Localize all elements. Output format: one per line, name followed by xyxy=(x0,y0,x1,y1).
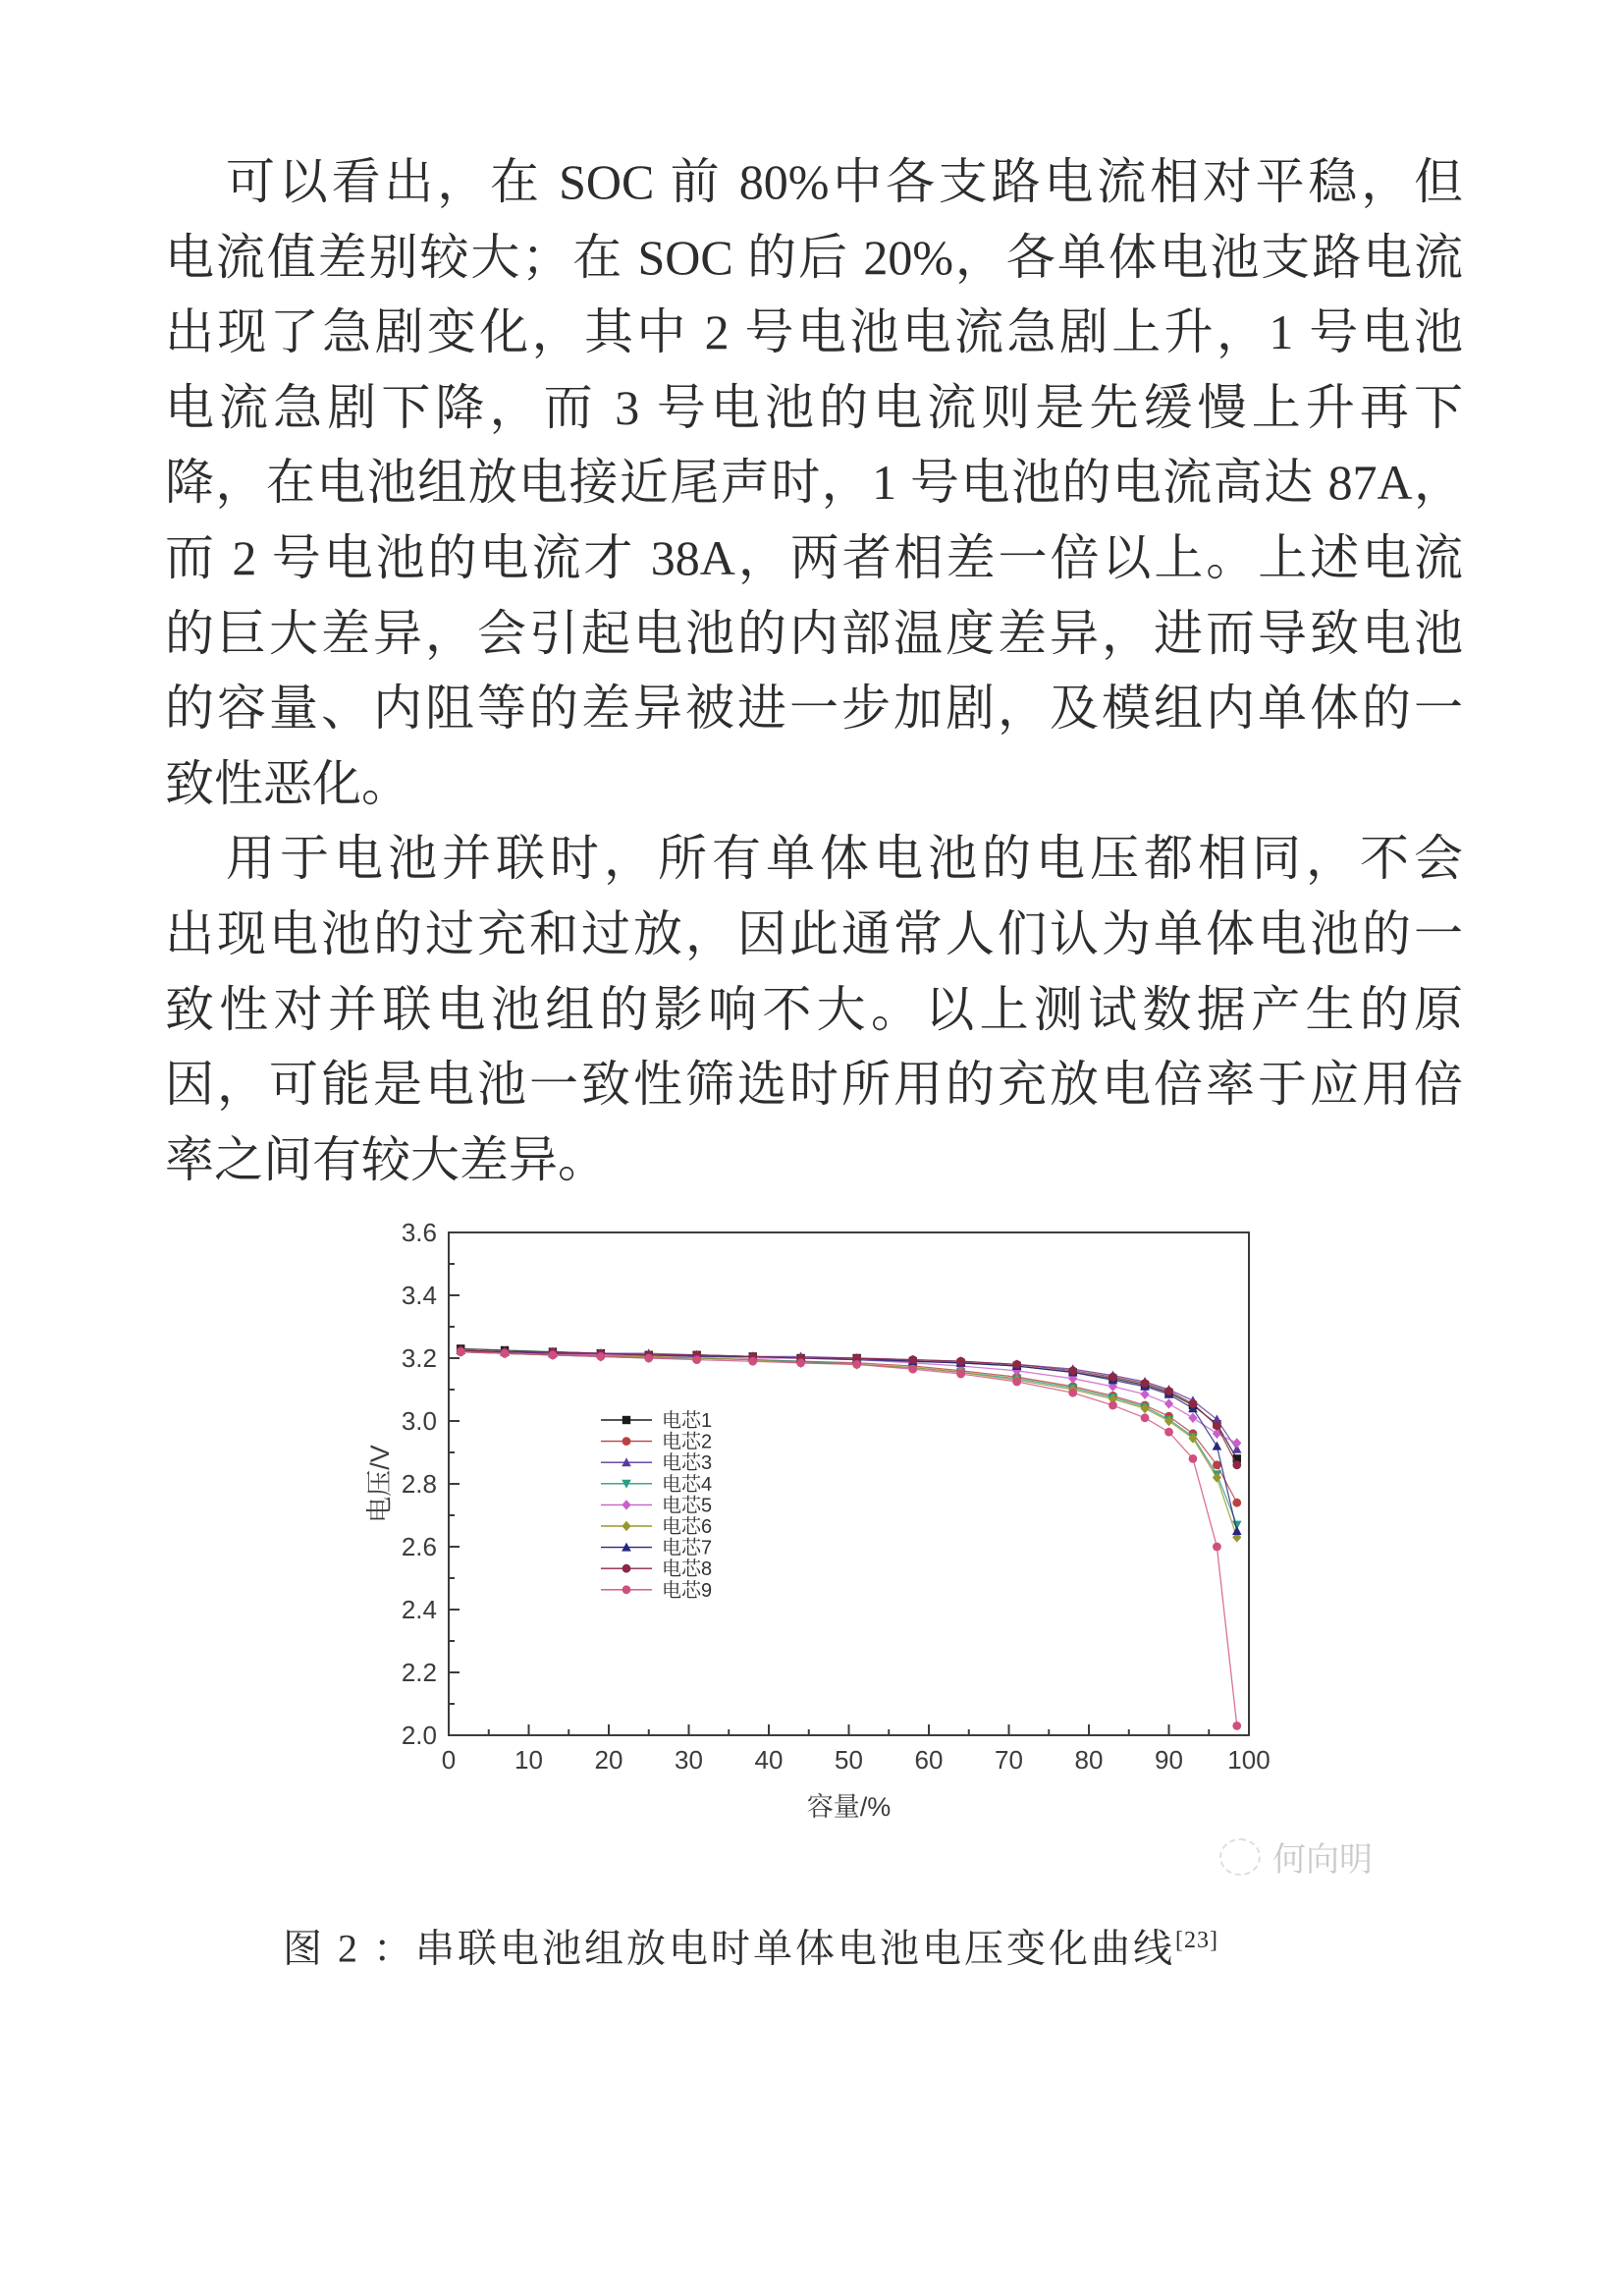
text-line: 可以看出，在 SOC 前 80%中各支路电流相对平稳，但 xyxy=(226,154,1463,209)
text-line: 降，在电池组放电接近尾声时，1 号电池的电流高达 87A， xyxy=(165,455,1463,511)
chart-series xyxy=(456,1344,1241,1730)
figure-caption-text: 图 2 ：串联电池组放电时单体电池电压变化曲线 xyxy=(283,1926,1175,1971)
svg-text:2.0: 2.0 xyxy=(401,1721,437,1750)
svg-text:10: 10 xyxy=(514,1745,543,1775)
legend-label: 电芯1 xyxy=(662,1410,713,1432)
text-line: 率之间有较大差异。 xyxy=(165,1131,607,1187)
text-line: 的容量、内阻等的差异被进一步加剧，及模组内单体的一 xyxy=(165,681,1463,737)
legend-label: 电芯9 xyxy=(662,1579,713,1602)
text-line: 致性恶化。 xyxy=(165,755,410,811)
text-line: 因，可能是电池一致性筛选时所用的充放电倍率于应用倍 xyxy=(165,1057,1463,1113)
voltage-chart xyxy=(365,1218,1327,1886)
chart-legend xyxy=(601,1409,712,1602)
svg-text:3.6: 3.6 xyxy=(401,1218,437,1247)
legend-label: 电芯8 xyxy=(662,1558,713,1581)
svg-text:2.4: 2.4 xyxy=(401,1595,437,1624)
svg-text:3.2: 3.2 xyxy=(401,1343,437,1373)
text-line: 出现了急剧变化，其中 2 号电池电流急剧上升，1 号电池 xyxy=(165,304,1463,360)
citation-ref: [23] xyxy=(1175,1928,1218,1953)
svg-text:30: 30 xyxy=(675,1745,703,1775)
svg-text:90: 90 xyxy=(1155,1745,1183,1775)
body-paragraphs xyxy=(165,144,1463,1197)
legend-label: 电芯5 xyxy=(662,1495,713,1517)
text-line: 的巨大差异，会引起电池的内部温度差异，进而导致电池 xyxy=(165,605,1463,661)
svg-text:50: 50 xyxy=(835,1745,863,1775)
svg-text:70: 70 xyxy=(995,1745,1023,1775)
y-axis-title: 电压/V xyxy=(365,1445,395,1523)
text-line: 电流急剧下降，而 3 号电池的电流则是先缓慢上升再下 xyxy=(165,379,1463,435)
x-axis-title: 容量/% xyxy=(806,1792,892,1822)
svg-text:80: 80 xyxy=(1074,1745,1104,1775)
text-line: 而 2 号电池的电流才 38A，两者相差一倍以上。上述电流 xyxy=(165,529,1463,585)
svg-text:20: 20 xyxy=(594,1745,623,1775)
legend-label: 电芯3 xyxy=(662,1452,713,1475)
legend-label: 电芯6 xyxy=(662,1516,713,1538)
text-line: 用于电池并联时，所有单体电池的电压都相同，不会 xyxy=(226,831,1463,887)
text-line: 电流值差别较大；在 SOC 的后 20%，各单体电池支路电流 xyxy=(165,229,1463,285)
svg-text:2.6: 2.6 xyxy=(401,1532,437,1561)
svg-text:100: 100 xyxy=(1227,1745,1271,1775)
legend-label: 电芯4 xyxy=(662,1473,713,1496)
chart-axes xyxy=(365,1218,1271,1822)
svg-text:60: 60 xyxy=(914,1745,944,1775)
svg-text:3.4: 3.4 xyxy=(401,1281,437,1310)
svg-text:2.2: 2.2 xyxy=(401,1658,437,1687)
svg-text:3.0: 3.0 xyxy=(401,1406,437,1436)
text-line: 致性对并联电池组的影响不大。以上测试数据产生的原 xyxy=(165,981,1463,1037)
watermark-logo-icon xyxy=(1219,1838,1261,1876)
watermark xyxy=(1219,1832,1373,1881)
figure-caption xyxy=(283,1913,1363,1976)
figure-2 xyxy=(365,1218,1327,1886)
svg-text:2.8: 2.8 xyxy=(401,1469,437,1499)
watermark-text: 何向明 xyxy=(1272,1841,1373,1879)
legend-label: 电芯2 xyxy=(662,1431,713,1453)
legend-label: 电芯7 xyxy=(662,1537,713,1559)
text-line: 出现电池的过充和过放，因此通常人们认为单体电池的一 xyxy=(165,905,1463,961)
svg-text:40: 40 xyxy=(754,1745,784,1775)
svg-text:0: 0 xyxy=(441,1745,457,1775)
